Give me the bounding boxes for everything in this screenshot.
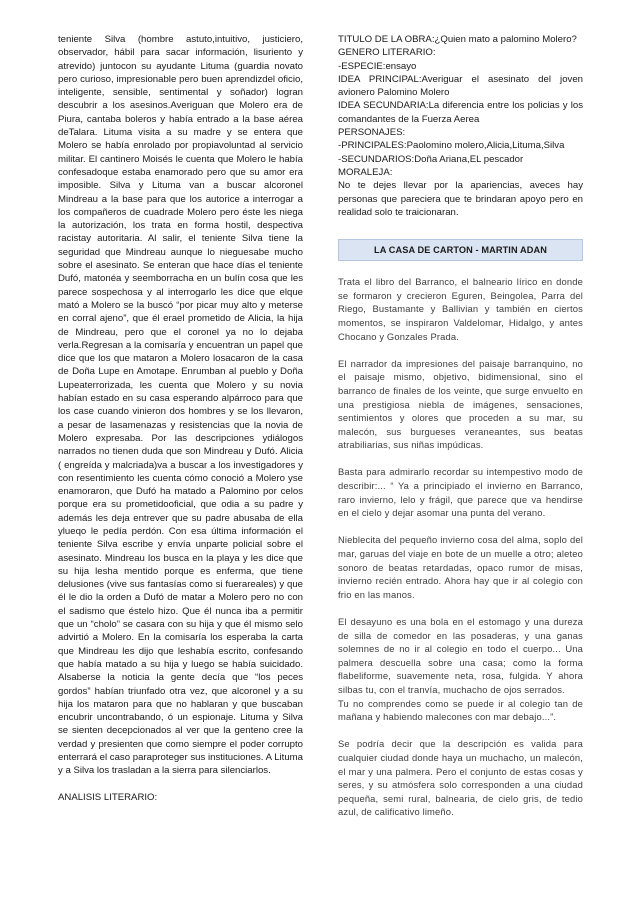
essay-paragraph: Se podría decir que la descripción es valida para cualquier ciudad donde haya un muchacho, un malecón, el mar y una palmera. Pero el conjunto de estas cosas y seres, y su atmósfera solo corresponden a una ciudad pequeña, semi rural, balnearia, de cielo gris, de tedio azul, de calificativo limeño. xyxy=(338,738,583,818)
summary-paragraph: teniente Silva (hombre astuto,intuitivo, justiciero, observador, hábil para sacar información, lisuriento y atrevido) juntocon su ayudante Lituma (guardia novato pero curioso, impresionable pero buen aprendizdel oficio, inteligente, sensible, sentimental y soñador) logran descubrir a los asesinos.Averiguan que Molero era de Piura, cantaba boleros y había entrado a la base aérea deTalara. Lituma visita a su madre y se entera que Molero se había enrolado por propiavoluntad al servicio militar. El cantinero Moisés le cuenta que Molero le había confesadoque estaba enamorado pero que su amor era imposible. Silva y Lituma van a buscar alcoronel Mindreau a la base para que los autorice a interrogar a los compañeros de cuadrade Molero pero éste les niega la autorización, los trata en forma hostil, despectiva racistay autoritaria. Al salir, el teniente Silva tiene la seguridad que Mindreau aunque lo nieguesabe mucho sobre el asesinato. Se enteran que hace días el teniente Dufó, matonéa y seemborracha en un bulín cosa que les parece sospechosa y al interrogarlo les dice que elque mató a Molero se la buscó “por picar muy alto y meterse en corral ajeno”, que él erael prometido de Alicia, la hija de Mindreau, pero que el coronel ya no lo dejaba verla.Regresan a la comisaría y encuentran un papel que dice que los que mataron a Molero losacaron de la casa de Doña Lupe en Amotape. Enrumban al pueblo y Doña Lupeaterrorizada, les cuenta que Molero y su novia habían estado en su casa esperando alpárroco para que los case cuando vinieron dos hombres y se los llevaron, a pesar de lasamenazas y resistencias que la novia de Molero expresaba. Por las descripciones ydiálogos narrados no tienen duda que son Mindreau y Dufó. Alicia ( engreída y malcriada)va a buscar a los investigadores y con resentimiento les cuenta cómo conoció a Molero yse enamoraron, que Dufó ha matado a Palomino por celos porque era su prometidooficial, que odia a su padre y además les deja entrever que su padre abusaba de ella ylueqo le pedía perdón. Con esa última información el teniente Silva escribe y envía unparte policial sobre el asesinato. Mindreau los busca en la playa y les dice que su hija lesha mentido porque es enferma, que tiene delusiones (vive sus fantasías como si fuerareales) y que él le dio la orden a Dufó de matar a Molero pero no con el sadismo que éstelo hizo. Que él nunca iba a permitir que un “cholo” se casara con su hija y que él mismo selo advirtió a Molero. En la comisaría los esperaba la carta que Mindreau les dijo que leshabía escrito, confesando que había matado a su hija y luego se había suicidado. Alsaberse la noticia la gente decía que “los peces gordos” habían triunfado otra vez, que alcoronel y a su hija los mataron para que no hablaran y que buscaban encubrir uncontrabando, ó un espionaje. Lituma y Silva se sienten decepcionados al ver que la genteno cree la verdad y presienten que como siempre el poder corrupto enterrará el caso paraproteger sus instituciones. A Lituma y a Silva los trasladan a la sierra para silenciarlos. xyxy=(58,34,303,777)
essay-paragraph: Trata el libro del Barranco, el balneario lírico en donde se formaron y crecieron Eguren, Beingolea, Parra del Riego, Bustamante y Ballivian y también en ciertos momentos, se inspiraron Valdelomar, Hidalgo, y antes Chocano y Gonzales Prada. xyxy=(338,276,583,342)
left-column xyxy=(58,33,303,804)
characters-heading: PERSONAJES: xyxy=(338,127,406,139)
main-idea-line: IDEA PRINCIPAL:Averiguar el asesinato del joven avionero Palomino Molero xyxy=(338,73,583,99)
secondary-characters-line: -SECUNDARIOS:Doña Ariana,EL pescador xyxy=(338,153,524,165)
essay-paragraph: Tu no comprendes como se puede ir al colegio tan de mañana y habiendo malecones con mar debajo...”. xyxy=(338,697,583,723)
essay-body xyxy=(338,275,583,819)
analysis-heading: ANALISIS LITERARIO: xyxy=(58,791,158,803)
genre-line: GENERO LITERARIO: xyxy=(338,47,436,59)
secondary-idea-line: IDEA SECUNDARIA:La diferencia entre los policias y los comandantes de la Fuerza Aerea xyxy=(338,100,583,125)
essay-paragraph: El desayuno es una bola en el estomago y una dureza de silla de comedor en las posaderas, y una ganas solemnes de no ir al colegio en todo el cuerpo... Una palmera descuella sobre una casa; como la forma flabeliforme, suavemente neta, rosa, fulgida. Y ahora silbas tu, con el tranvía, muchacho de ojos serrados. xyxy=(338,616,583,695)
section-title-banner: LA CASA DE CARTON - MARTIN ADAN xyxy=(338,239,583,261)
essay-paragraph: Nieblecita del pequeño invierno cosa del alma, soplo del mar, garuas del viaje en bote de un muelle a otro; aleteo sonoro de beatas retardadas, opaco rumor de misas, invierno recién entrado. Ahora hay que ir al colegio con frio en las manos. xyxy=(338,534,583,600)
right-column xyxy=(338,33,583,833)
spacer xyxy=(58,778,303,791)
essay-paragraph: El narrador da impresiones del paisaje barranquino, no el paisaje mismo, objetivo, bidimensional, sino el barranco de finales de los veinte, que surge envuelto en una prestigiosa niebla de imágenes, sensaciones, sentimientos y olores que proceden a su mar, su malecón, sus burgueses veraneantes, sus beatas atrabiliarias, sus niñas impúdicas. xyxy=(338,357,583,451)
title-line: TITULO DE LA OBRA:¿Quien mato a palomino Molero? xyxy=(338,34,577,45)
species-line: -ESPECIE:ensayo xyxy=(338,60,417,72)
moral-text: No te dejes llevar por la apariencias, aveces hay personas que pareciera que te brindaran apoyo pero en realidad solo te traicionaran. xyxy=(338,180,583,218)
main-characters-line: -PRINCIPALES:Paolomino molero,Alicia,Lituma,Silva xyxy=(338,140,565,152)
work-info-block xyxy=(338,33,583,219)
moral-heading: MORALEJA: xyxy=(338,166,393,178)
essay-paragraph: Basta para admirarlo recordar su intempestivo modo de describir:... “ Ya a principiado el invierno en Barranco, raro invierno, lelo y frágil, que parece que va hendirse en el cielo y dejar asomar una punta del verano. xyxy=(338,466,583,519)
